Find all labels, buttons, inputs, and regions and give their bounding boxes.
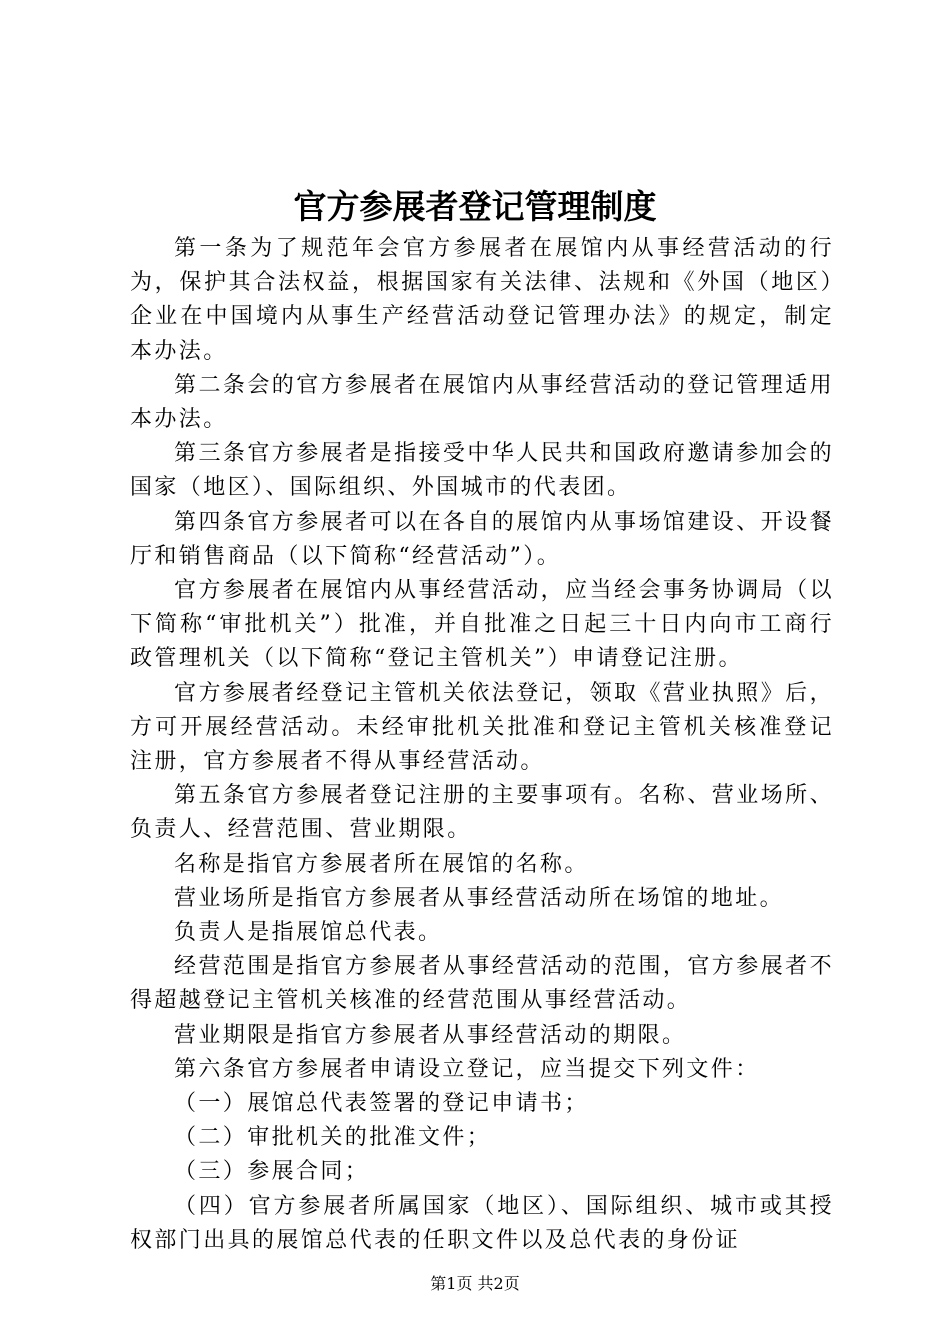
list-item-1: （一）展馆总代表签署的登记申请书； <box>174 1091 589 1117</box>
paragraph-premises-definition: 营业场所是指官方参展者从事经营活动所在场馆的地址。 <box>174 885 785 911</box>
document-body <box>130 232 834 1258</box>
list-item-4: （四）官方参展者所属国家（地区）、国际组织、城市或其授权部门出具的展馆总代表的任职文件以及总代表的身份证 <box>130 1193 834 1253</box>
paragraph-approval: 官方参展者在展馆内从事经营活动，应当经会事务协调局（以下简称“审批机关”）批准，并自批准之日起三十日内向市工商行政管理机关（以下简称“登记主管机关”）申请登记注册。 <box>130 578 834 672</box>
page-number-footer: 第1页 共2页 <box>430 1274 520 1293</box>
paragraph-responsible-person: 负责人是指展馆总代表。 <box>174 920 443 946</box>
paragraph-article-6: 第六条官方参展者申请设立登记，应当提交下列文件： <box>174 1056 760 1082</box>
list-item-3: （三）参展合同； <box>174 1159 370 1185</box>
paragraph-article-4: 第四条官方参展者可以在各自的展馆内从事场馆建设、开设餐厅和销售商品（以下简称“经营活动”）。 <box>130 509 834 569</box>
paragraph-business-term: 营业期限是指官方参展者从事经营活动的期限。 <box>174 1022 687 1048</box>
paragraph-name-definition: 名称是指官方参展者所在展馆的名称。 <box>174 851 589 877</box>
paragraph-article-5: 第五条官方参展者登记注册的主要事项有。名称、营业场所、负责人、经营范围、营业期限。 <box>130 783 834 843</box>
paragraph-article-1: 第一条为了规范年会官方参展者在展馆内从事经营活动的行为，保护其合法权益，根据国家有关法律、法规和《外国（地区）企业在中国境内从事生产经营活动登记管理办法》的规定，制定本办法。 <box>130 236 834 364</box>
list-item-2: （二）审批机关的批准文件； <box>174 1125 492 1151</box>
document-title: 官方参展者登记管理制度 <box>293 187 657 226</box>
paragraph-license: 官方参展者经登记主管机关依法登记，领取《营业执照》后，方可开展经营活动。未经审批机关批准和登记主管机关核准登记注册，官方参展者不得从事经营活动。 <box>130 680 834 775</box>
paragraph-business-scope: 经营范围是指官方参展者从事经营活动的范围，官方参展者不得超越登记主管机关核准的经营范围从事经营活动。 <box>130 954 834 1014</box>
paragraph-article-3: 第三条官方参展者是指接受中华人民共和国政府邀请参加会的国家（地区）、国际组织、外国城市的代表团。 <box>130 441 834 501</box>
paragraph-article-2: 第二条会的官方参展者在展馆内从事经营活动的登记管理适用本办法。 <box>130 372 834 433</box>
